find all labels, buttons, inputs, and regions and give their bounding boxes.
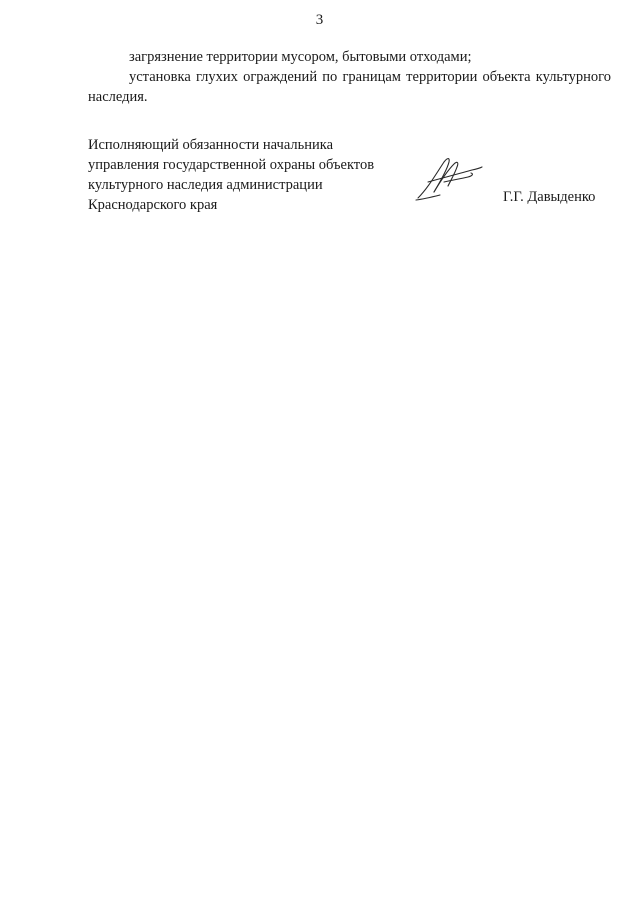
position-line: Исполняющий обязанности начальника: [88, 137, 334, 153]
position-line: управления государственной охраны объектов: [88, 157, 375, 173]
body-text: [88, 47, 611, 107]
paragraph-littering: загрязнение территории мусором, бытовыми отходами;: [129, 49, 472, 65]
signatory-position: [88, 135, 408, 215]
signer-name: Г.Г. Давыденко: [503, 189, 596, 205]
handwritten-signature: [414, 152, 486, 202]
page-number: 3: [315, 12, 324, 28]
paragraph-fencing: установка глухих ограждений по границам территории объекта культурного наследия.: [88, 69, 611, 105]
position-line: Краснодарского края: [88, 197, 218, 213]
position-line: культурного наследия администрации: [88, 177, 323, 193]
